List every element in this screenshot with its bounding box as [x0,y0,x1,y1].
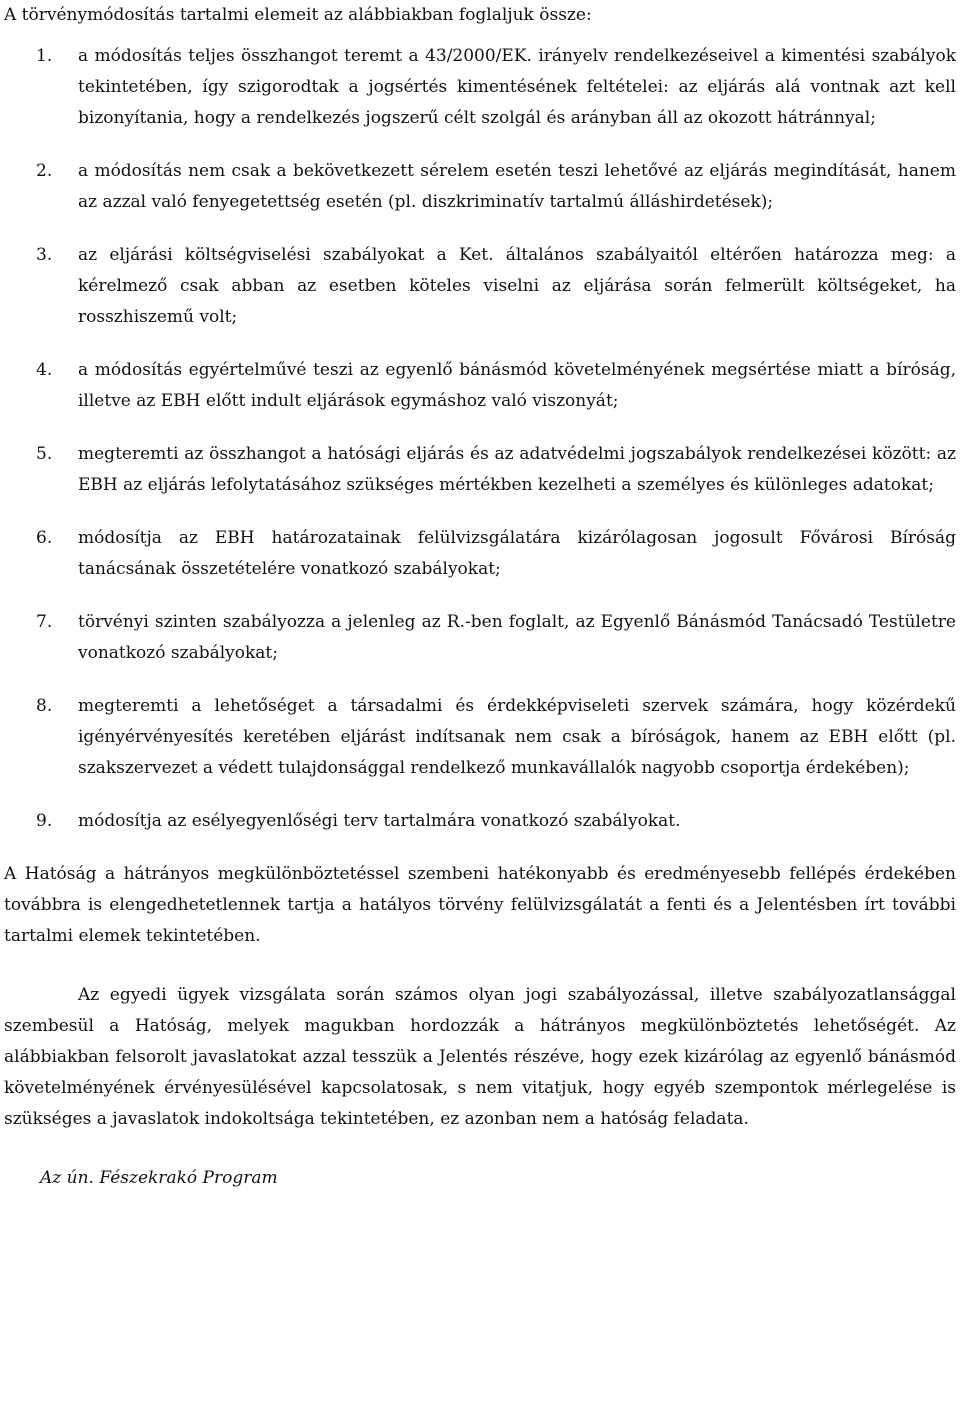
intro-text: A törvénymódosítás tartalmi elemeit az alábbiakban foglaljuk össze: [4,5,592,25]
list-item-8 [4,691,956,784]
section-heading: Az ún. Fészekrakó Program [40,1168,278,1188]
list-item-text: a módosítás teljes összhangot teremt a 43/2000/EK. irányelv rendelkezéseivel a kimentési szabályok tekintetében, így szigorodtak a jogsértés kimentésének feltételei: az eljárás alá vontnak azt kell bizonyítania, hogy a rendelkezés jogszerű célt szolgál és arányban áll az okozott hátránnyal; [78,46,956,128]
amendment-list [4,41,956,837]
list-item-text: törvényi szinten szabályozza a jelenleg az R.-ben foglalt, az Egyenlő Bánásmód Tanácsadó Testületre vonatkozó szabályokat; [78,612,956,663]
list-item-text: a módosítás nem csak a bekövetkezett sérelem esetén teszi lehetővé az eljárás megindítását, hanem az azzal való fenyegetettség esetén (pl. diszkriminatív tartalmú álláshirdetések); [78,161,956,212]
list-number: 1. [36,46,53,66]
list-item-text: módosítja az EBH határozatainak felülvizsgálatára kizárólagosan jogosult Fővárosi Bíróság tanácsának összetételére vonatkozó szabályokat; [78,528,956,579]
body-paragraph-1: A Hatóság a hátrányos megkülönböztetéssel szembeni hatékonyabb és eredményesebb fellépés érdekében továbbra is elengedhetetlennek tartja a hatályos törvény felülvizsgálatát a fenti és a Jelentésben írt további tartalmi elemek tekintetében. [4,864,956,946]
list-item-text: az eljárási költségviselési szabályokat a Ket. általános szabályaitól eltérően határozza meg: a kérelmező csak abban az esetben köteles viselni az eljárása során felmerült költségeket, ha rosszhiszemű volt; [78,245,956,327]
list-item-text: megteremti a lehetőséget a társadalmi és érdekképviseleti szervek számára, hogy közérdekű igényérvényesítés keretében eljárást indítsanak nem csak a bíróságok, hanem az EBH előtt (pl. szakszervezet a védett tulajdonsággal rendelkező munkavállalók nagyobb csoportja érdekében); [78,696,956,778]
list-number: 9. [36,811,53,831]
list-item-text: megteremti az összhangot a hatósági eljárás és az adatvédelmi jogszabályok rendelkezései között: az EBH az eljárás lefolytatásához szükséges mértékben kezelheti a személyes és különleges adatokat; [78,444,956,495]
list-number: 3. [36,245,53,265]
list-item-4 [4,355,956,417]
list-item-5 [4,439,956,501]
list-number: 5. [36,444,53,464]
list-item-7 [4,607,956,669]
list-number: 6. [36,528,53,548]
list-number: 4. [36,360,53,380]
list-item-3 [4,240,956,333]
list-number: 7. [36,612,53,632]
document-page [4,0,956,1194]
body-paragraph-2: Az egyedi ügyek vizsgálata során számos olyan jogi szabályozással, illetve szabályozatlansággal szembesül a Hatóság, melyek magukban hordozzák a hátrányos megkülönböztetés lehetőségét. Az alábbiakban felsorolt javaslatokat azzal tesszük a Jelentés részéve, hogy ezek kizárólag az egyenlő bánásmód követelményének érvényesülésével kapcsolatosak, s nem vitatjuk, hogy egyéb szempontok mérlegelése is szükséges a javaslatok indokoltsága tekintetében, ez azonban nem a hatóság feladata. [4,985,956,1129]
list-item-2 [4,156,956,218]
list-number: 2. [36,161,53,181]
list-item-1 [4,41,956,134]
list-item-9 [4,806,956,837]
list-item-6 [4,523,956,585]
list-item-text: módosítja az esélyegyenlőségi terv tartalmára vonatkozó szabályokat. [78,811,681,831]
list-number: 8. [36,696,53,716]
list-item-text: a módosítás egyértelművé teszi az egyenlő bánásmód követelményének megsértése miatt a bíróság, illetve az EBH előtt indult eljárások egymáshoz való viszonyát; [78,360,956,411]
